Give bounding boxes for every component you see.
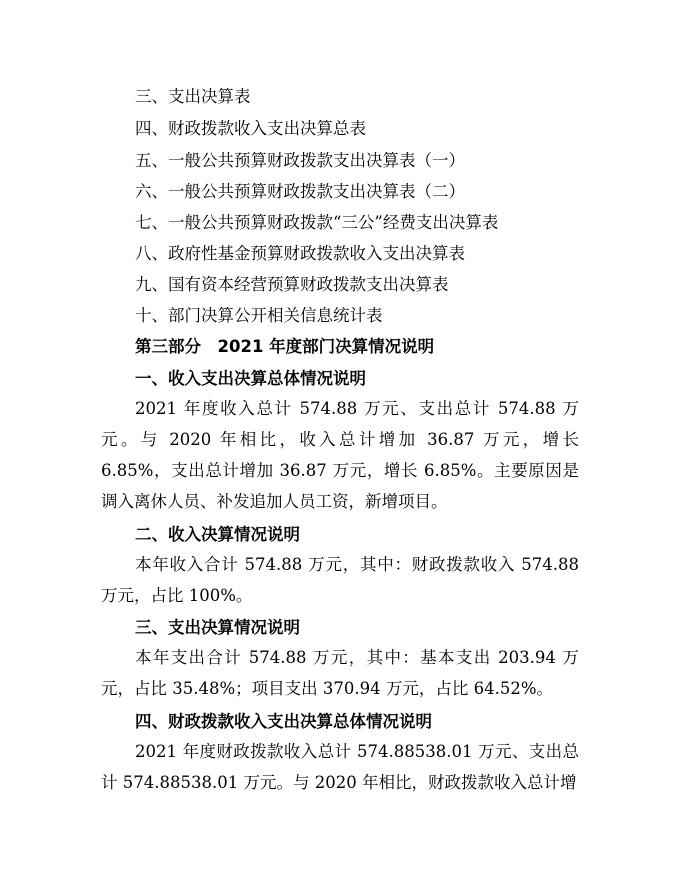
toc-item: 五、一般公共预算财政拨款支出决算表（一） <box>135 151 465 170</box>
section-body: 本年支出合计 574.88 万元，其中：基本支出 203.94 万元，占比 35.48%；项目支出 370.94 万元，占比 64.52%。 <box>101 648 579 698</box>
toc-item: 六、一般公共预算财政拨款支出决算表（二） <box>135 182 465 201</box>
section-heading: 一、收入支出决算总体情况说明 <box>135 369 366 388</box>
part-title: 第三部分 2021 年度部门决算情况说明 <box>135 337 435 356</box>
section-body: 本年收入合计 574.88 万元，其中：财政拨款收入 574.88 万元，占比 100%。 <box>101 555 579 605</box>
toc-item: 八、政府性基金预算财政拨款收入支出决算表 <box>135 244 465 263</box>
section-heading: 二、收入决算情况说明 <box>135 525 300 544</box>
toc-item: 九、国有资本经营预算财政拨款支出决算表 <box>135 275 449 294</box>
section-body: 2021 年度财政拨款收入总计 574.88538.01 万元、支出总计 574.88538.01 万元。与 2020 年相比，财政拨款收入总计增 <box>101 742 579 792</box>
toc-item: 七、一般公共预算财政拨款“三公”经费支出决算表 <box>135 213 499 232</box>
toc-item: 十、部门决算公开相关信息统计表 <box>135 306 383 325</box>
toc-item: 三、支出决算表 <box>135 87 251 106</box>
toc-item: 四、财政拨款收入支出决算总表 <box>135 119 366 138</box>
section-heading: 四、财政拨款收入支出决算总体情况说明 <box>135 712 432 731</box>
section-heading: 三、支出决算情况说明 <box>135 618 300 637</box>
section-body: 2021 年度收入总计 574.88 万元、支出总计 574.88 万元。与 2020 年相比，收入总计增加 36.87 万元，增长 6.85%，支出总计增加 36.87 万元，增长 6.85%。主要原因是调入离休人员、补发追加人员工资，新增项目。 <box>101 399 579 511</box>
